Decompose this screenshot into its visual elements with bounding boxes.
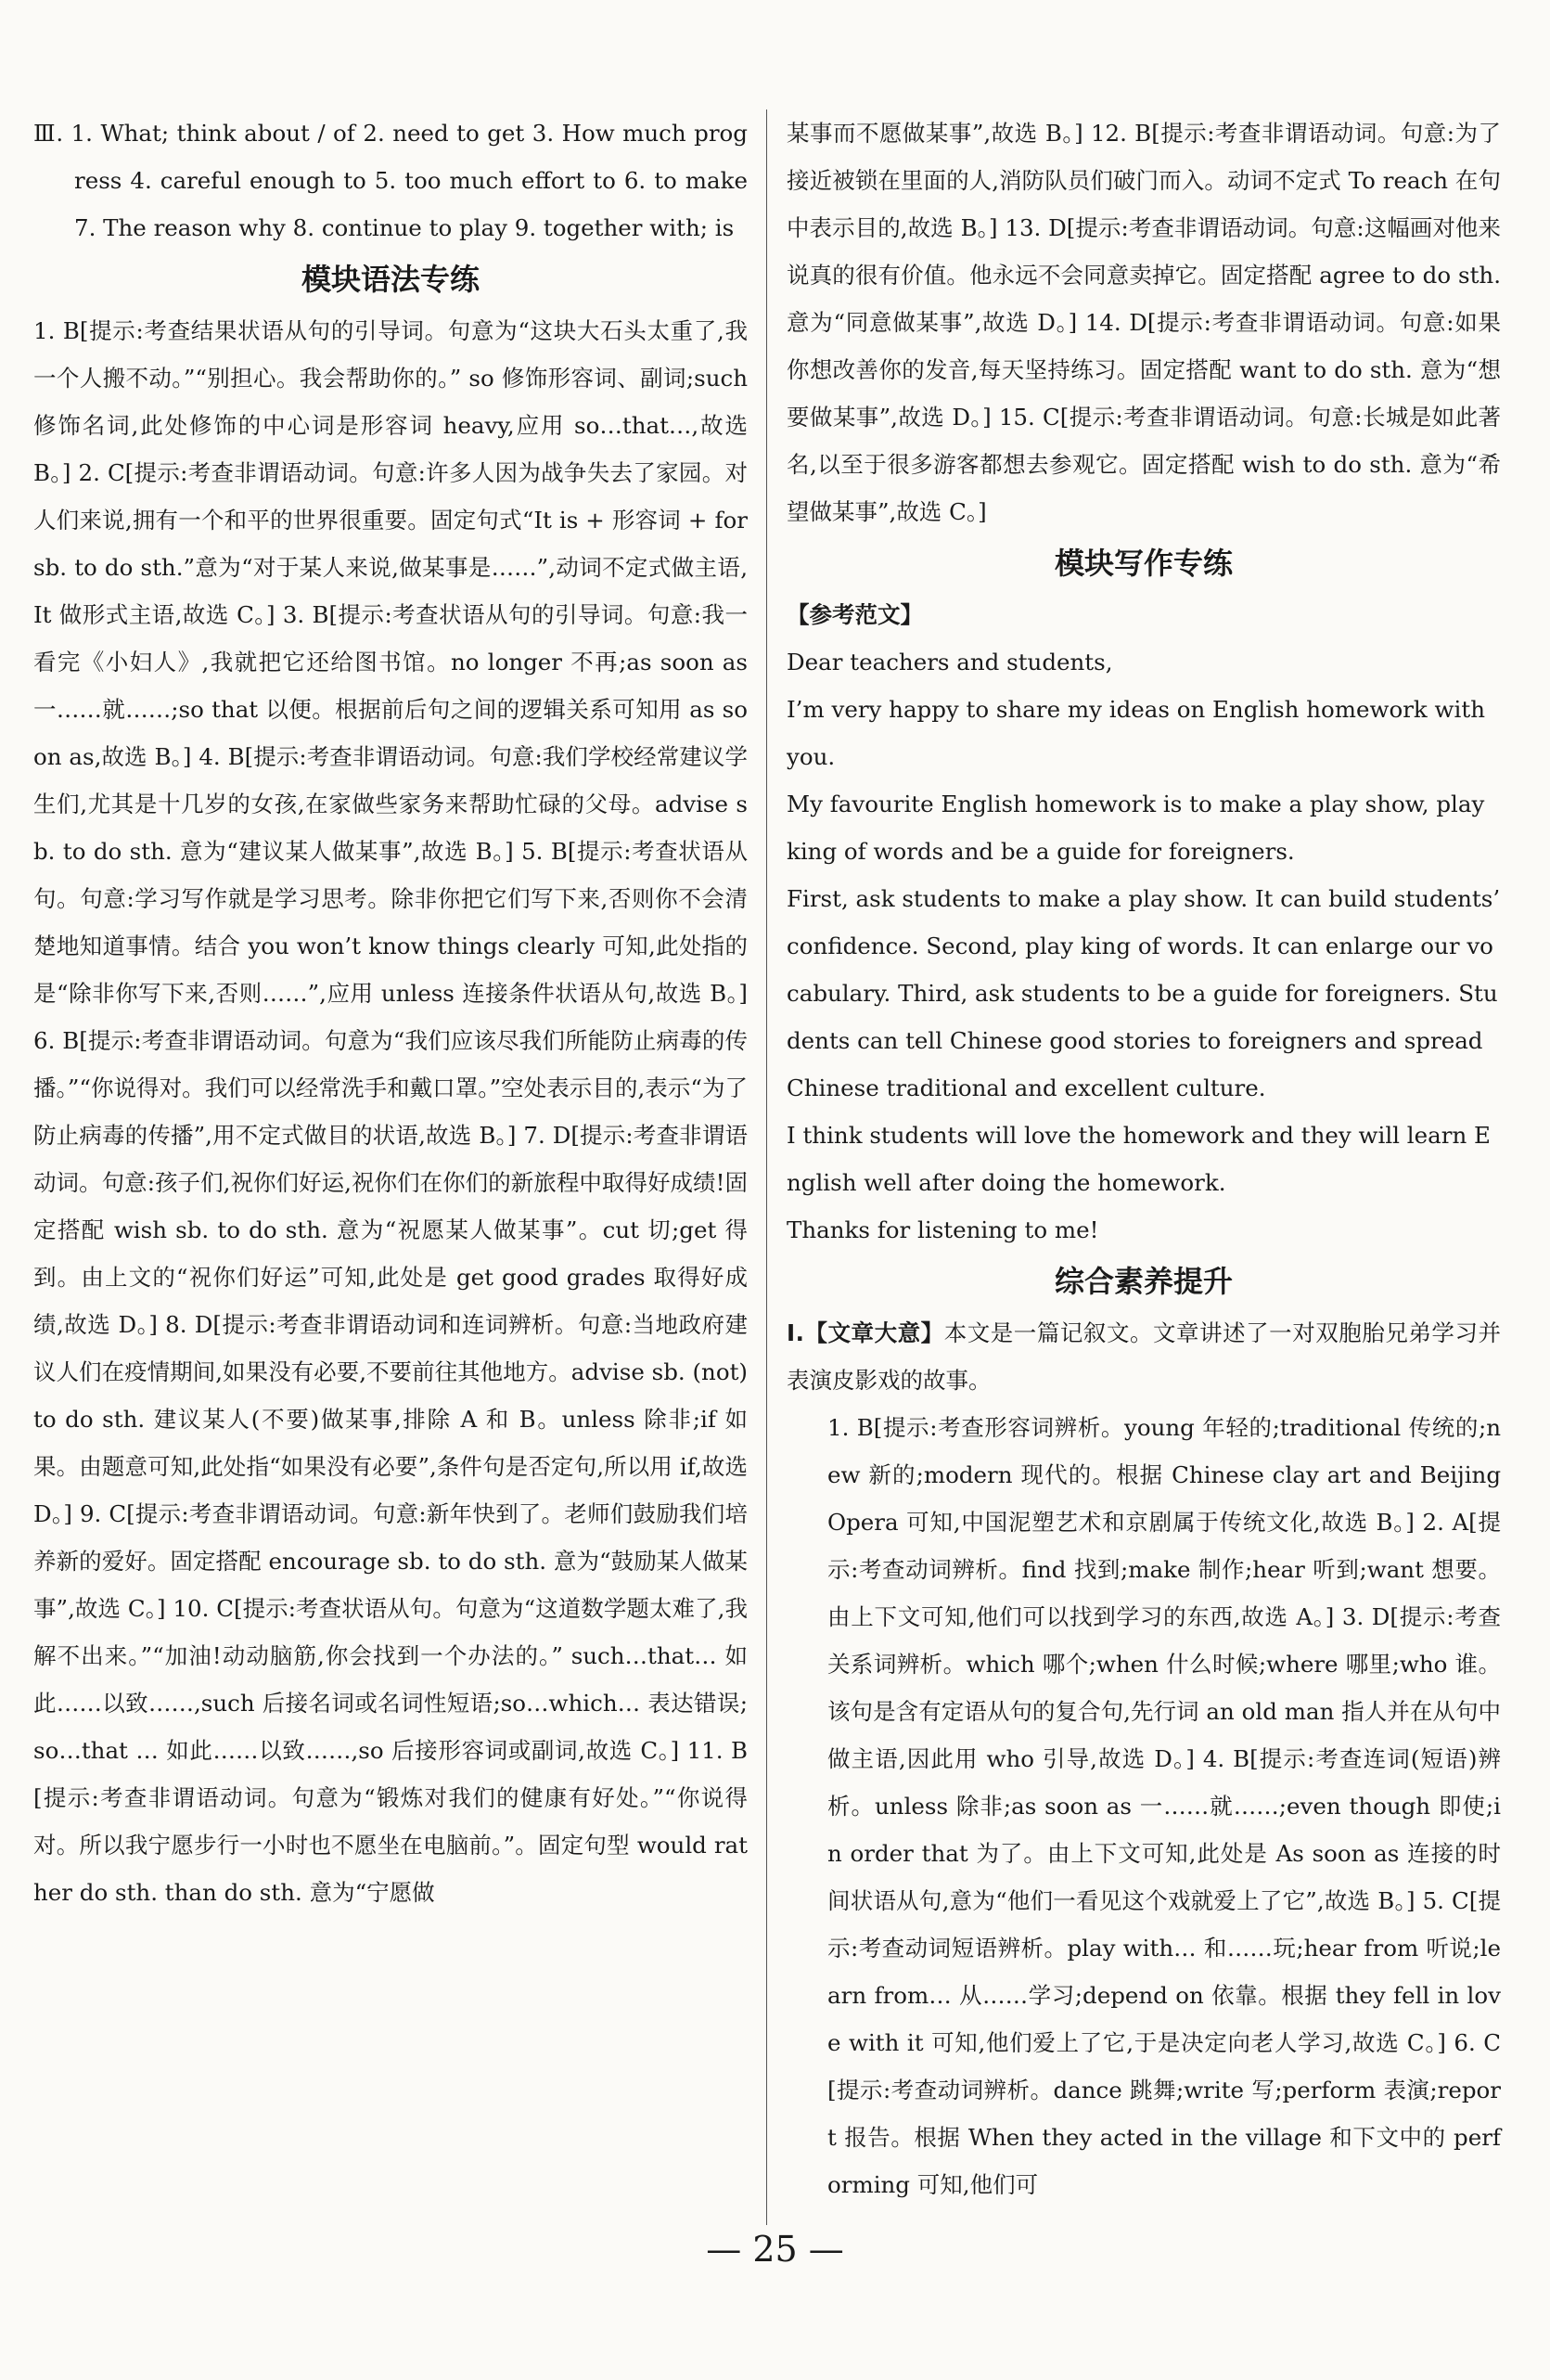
- essay-line: Dear teachers and students,: [787, 649, 1113, 675]
- right-column: [787, 109, 1501, 2208]
- writing-section-title: 模块写作专练: [1054, 546, 1233, 581]
- column-divider: [766, 109, 767, 2225]
- comprehensive-section-title: 综合素养提升: [1054, 1264, 1233, 1299]
- essay-line: First, ask students to make a play show. It can build students’ confidence. Second, play king of words. It can enlarge our vocabulary. Third, ask students to be a guide for foreigners. Students can tell Chinese good stories to foreigners and spread Chinese traditional and excellent culture.: [787, 885, 1501, 1101]
- essay-line: I’m very happy to share my ideas on English homework with you.: [787, 696, 1485, 770]
- essay-line: My favourite English homework is to make a play show, play king of words and be a guide for foreigners.: [787, 791, 1485, 865]
- essay-line: Thanks for listening to me!: [787, 1216, 1099, 1243]
- comprehensive-answers: 1. B[提示:考查形容词辨析。young 年轻的;traditional 传统的;new 新的;modern 现代的。根据 Chinese clay art and Beijing Opera 可知,中国泥塑艺术和京剧属于传统文化,故选 B。] 2. A[提示:考查动词辨析。find 找到;make 制作;hear 听到;want 想要。由上下文可知,他们可以找到学习的东西,故选 A。] 3. D[提示:考查关系词辨析。which 哪个;when 什么时候;where 哪里;who 谁。该句是含有定语从句的复合句,先行词 an old man 指人并在从句中做主语,因此用 who 引导,故选 D。] 4. B[提示:考查连词(短语)辨析。unless 除非;as soon as 一……就……;even though 即使;in order that 为了。由上下文可知,此处是 As soon as 连接的时间状语从句,意为“他们一看见这个戏就爱上了它”,故选 B。] 5. C[提示:考查动词短语辨析。play with… 和……玩;hear from 听说;learn from… 从……学习;depend on 依靠。根据 they fell in love with it 可知,他们爱上了它,于是决定向老人学习,故选 C。] 6. C[提示:考查动词辨析。dance 跳舞;write 写;perform 表演;report 报告。根据 When they acted in the village 和下文中的 performing 可知,他们可: [827, 1414, 1501, 2198]
- grammar-answers-part2: 某事而不愿做某事”,故选 B。] 12. B[提示:考查非谓语动词。句意:为了接近被锁在里面的人,消防队员们破门而入。动词不定式 To reach 在句中表示目的,故选 B。] 13. D[提示:考查非谓语动词。句意:这幅画对他来说真的很有价值。他永远不会同意卖掉它。固定搭配 agree to do sth. 意为“同意做某事”,故选 D。] 14. D[提示:考查非谓语动词。句意:如果你想改善你的发音,每天坚持练习。固定搭配 want to do sth. 意为“想要做某事”,故选 D。] 15. C[提示:考查非谓语动词。句意:长城是如此著名,以至于很多游客都想去参观它。固定搭配 wish to do sth. 意为“希望做某事”,故选 C。]: [787, 120, 1501, 525]
- grammar-answers-part1: 1. B[提示:考查结果状语从句的引导词。句意为“这块大石头太重了,我一个人搬不动。”“别担心。我会帮助你的。” so 修饰形容词、副词;such 修饰名词,此处修饰的中心词是形容词 heavy,应用 so…that…,故选 B。] 2. C[提示:考查非谓语动词。句意:许多人因为战争失去了家园。对人们来说,拥有一个和平的世界很重要。固定句式“It is + 形容词 + for sb. to do sth.”意为“对于某人来说,做某事是……”,动词不定式做主语,It 做形式主语,故选 C。] 3. B[提示:考查状语从句的引导词。句意:我一看完《小妇人》,我就把它还给图书馆。no longer 不再;as soon as 一……就……;so that 以便。根据前后句之间的逻辑关系可知用 as soon as,故选 B。] 4. B[提示:考查非谓语动词。句意:我们学校经常建议学生们,尤其是十几岁的女孩,在家做些家务来帮助忙碌的父母。advise sb. to do sth. 意为“建议某人做某事”,故选 B。] 5. B[提示:考查状语从句。句意:学习写作就是学习思考。除非你把它们写下来,否则你不会清楚地知道事情。结合 you won’t know things clearly 可知,此处指的是“除非你写下来,否则……”,应用 unless 连接条件状语从句,故选 B。] 6. B[提示:考查非谓语动词。句意为“我们应该尽我们所能防止病毒的传播。”“你说得对。我们可以经常洗手和戴口罩。”空处表示目的,表示“为了防止病毒的传播”,用不定式做目的状语,故选 B。] 7. D[提示:考查非谓语动词。句意:孩子们,祝你们好运,祝你们在你们的新旅程中取得好成绩!固定搭配 wish sb. to do sth. 意为“祝愿某人做某事”。cut 切;get 得到。由上文的“祝你们好运”可知,此处是 get good grades 取得好成绩,故选 D。] 8. D[提示:考查非谓语动词和连词辨析。句意:当地政府建议人们在疫情期间,如果没有必要,不要前往其他地方。advise sb. (not) to do sth. 建议某人(不要)做某事,排除 A 和 B。unless 除非;if 如果。由题意可知,此处指“如果没有必要”,条件句是否定句,所以用 if,故选 D。] 9. C[提示:考查非谓语动词。句意:新年快到了。老师们鼓励我们培养新的爱好。固定搭配 encourage sb. to do sth. 意为“鼓励某人做某事”,故选 C。] 10. C[提示:考查状语从句。句意为“这道数学题太难了,我解不出来。”“加油!动动脑筋,你会找到一个办法的。” such…that… 如此……以致……,such 后接名词或名词性短语;so…which… 表达错误;so…that … 如此……以致……,so 后接形容词或副词,故选 C。] 11. B[提示:考查非谓语动词。句意为“锻炼对我们的健康有好处。”“你说得对。所以我宁愿步行一小时也不愿坐在电脑前。”。固定句型 would rather do sth. than do sth. 意为“宁愿做: [33, 317, 748, 1906]
- sample-essay-tag: 【参考范文】: [787, 601, 923, 628]
- page-number: — 25 —: [706, 2229, 844, 2270]
- section-iii-answers: Ⅲ. 1. What; think about / of 2. need to get 3. How much progress 4. careful enough to 5. too much effort to 6. to make 7. The reason why 8. continue to play 9. together with; is: [33, 120, 748, 241]
- passage-summary-text: 本文是一篇记叙文。文章讲述了一对双胞胎兄弟学习并表演皮影戏的故事。: [787, 1319, 1501, 1394]
- essay-line: I think students will love the homework and they will learn English well after doing the homework.: [787, 1122, 1491, 1196]
- passage-summary: [787, 1309, 1501, 1404]
- passage-summary-label: Ⅰ.【文章大意】: [787, 1319, 944, 1346]
- grammar-section-title: 模块语法专练: [301, 262, 480, 297]
- sample-essay: [787, 591, 1501, 1254]
- left-column: [33, 109, 748, 1916]
